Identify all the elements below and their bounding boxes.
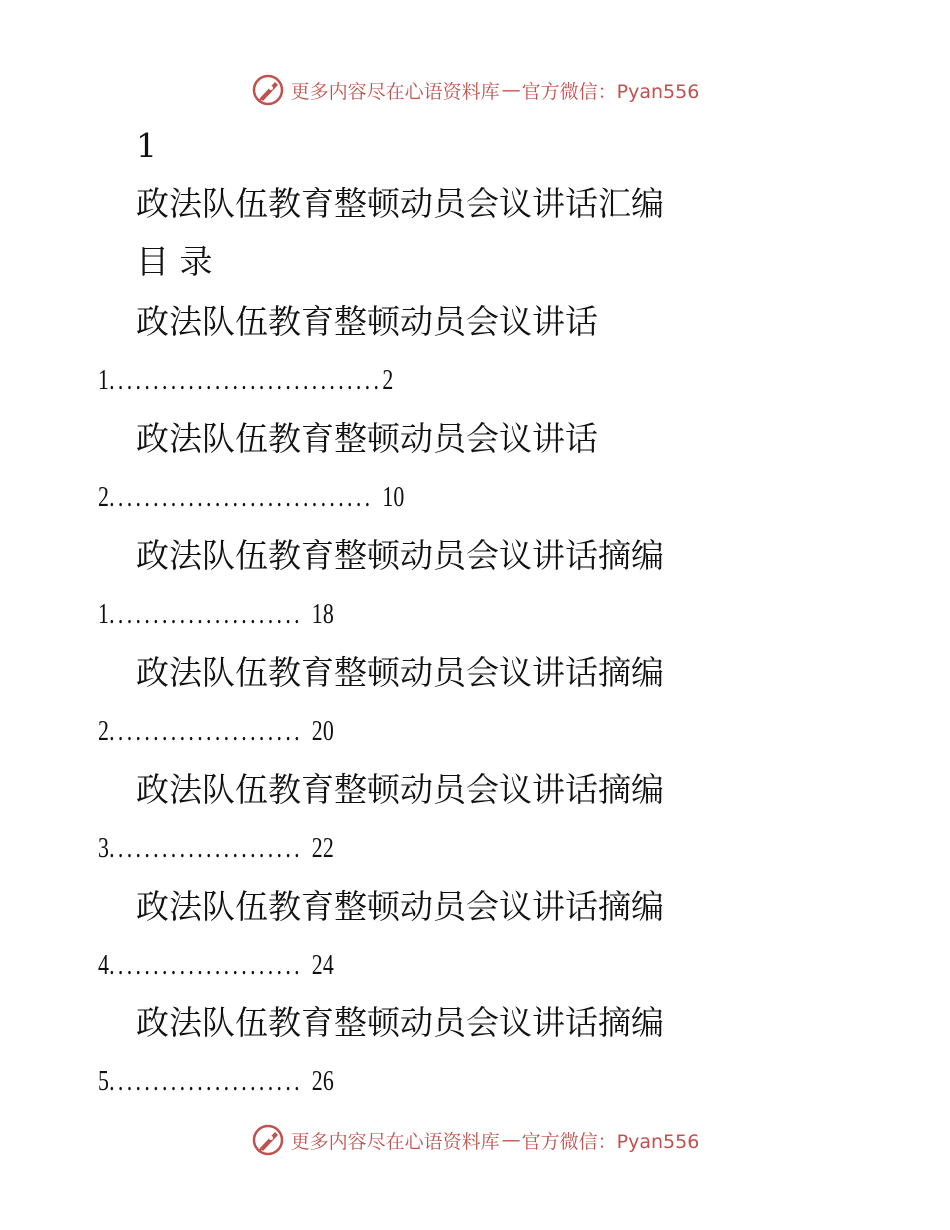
toc-dot-leader: ...................... (109, 599, 312, 630)
toc-entry-index: 3 (98, 833, 110, 864)
toc-entry-index: 2 (98, 482, 110, 513)
toc-page-number: 22 (311, 833, 334, 864)
toc-page-number: 20 (311, 716, 334, 747)
toc-dot-leader: ...................... (109, 833, 312, 864)
pen-logo-icon (251, 1123, 285, 1157)
toc-entry-title: 政法队伍教育整顿动员会议讲话摘编 (136, 770, 664, 809)
toc-entry-leader (98, 478, 404, 518)
banner-separator: — (501, 79, 520, 101)
toc-entry-index: 5 (98, 1066, 110, 1097)
toc-entry-leader (98, 829, 334, 869)
toc-dot-leader: ...................... (109, 1066, 312, 1097)
toc-entry-title: 政法队伍教育整顿动员会议讲话摘编 (136, 1003, 664, 1042)
toc-entry-index: 1 (98, 599, 110, 630)
toc-page-number: 26 (311, 1066, 334, 1097)
banner-contact: 官方微信：Pyan556 (521, 80, 700, 103)
toc-entry-title: 政法队伍教育整顿动员会议讲话摘编 (136, 653, 664, 692)
pen-logo-icon (251, 73, 285, 107)
toc-entry-title: 政法队伍教育整顿动员会议讲话摘编 (136, 536, 664, 575)
toc-page-number: 10 (382, 482, 405, 513)
toc-page-number: 18 (311, 599, 334, 630)
toc-dot-leader: ...................... (109, 716, 312, 747)
toc-dot-leader: ............................... (109, 365, 383, 396)
toc-entry-leader (98, 595, 334, 635)
toc-entry-title: 政法队伍教育整顿动员会议讲话 (136, 302, 598, 341)
header-watermark-banner (0, 70, 950, 110)
footer-watermark-banner (0, 1120, 950, 1160)
toc-entry-leader (98, 712, 334, 752)
toc-entry-leader (98, 361, 393, 401)
toc-entry-index: 2 (98, 716, 110, 747)
toc-dot-leader: ...................... (109, 950, 312, 981)
toc-entry-title: 政法队伍教育整顿动员会议讲话摘编 (136, 887, 664, 926)
banner-text: 更多内容尽在心语资料库 (290, 1130, 500, 1153)
toc-dot-leader: .............................. (109, 482, 383, 513)
toc-entry-leader (98, 946, 334, 986)
banner-separator: — (501, 1129, 520, 1151)
toc-entry-index: 4 (98, 950, 110, 981)
toc-heading: 目 录 (136, 242, 213, 281)
banner-text: 更多内容尽在心语资料库 (290, 80, 500, 103)
toc-page-number: 24 (311, 950, 334, 981)
page-number: 1 (136, 126, 157, 165)
toc-entry-leader (98, 1062, 334, 1102)
document-title: 政法队伍教育整顿动员会议讲话汇编 (136, 184, 664, 223)
banner-contact: 官方微信：Pyan556 (521, 1130, 700, 1153)
toc-entry-title: 政法队伍教育整顿动员会议讲话 (136, 419, 598, 458)
toc-entry-index: 1 (98, 365, 110, 396)
toc-page-number: 2 (382, 365, 394, 396)
